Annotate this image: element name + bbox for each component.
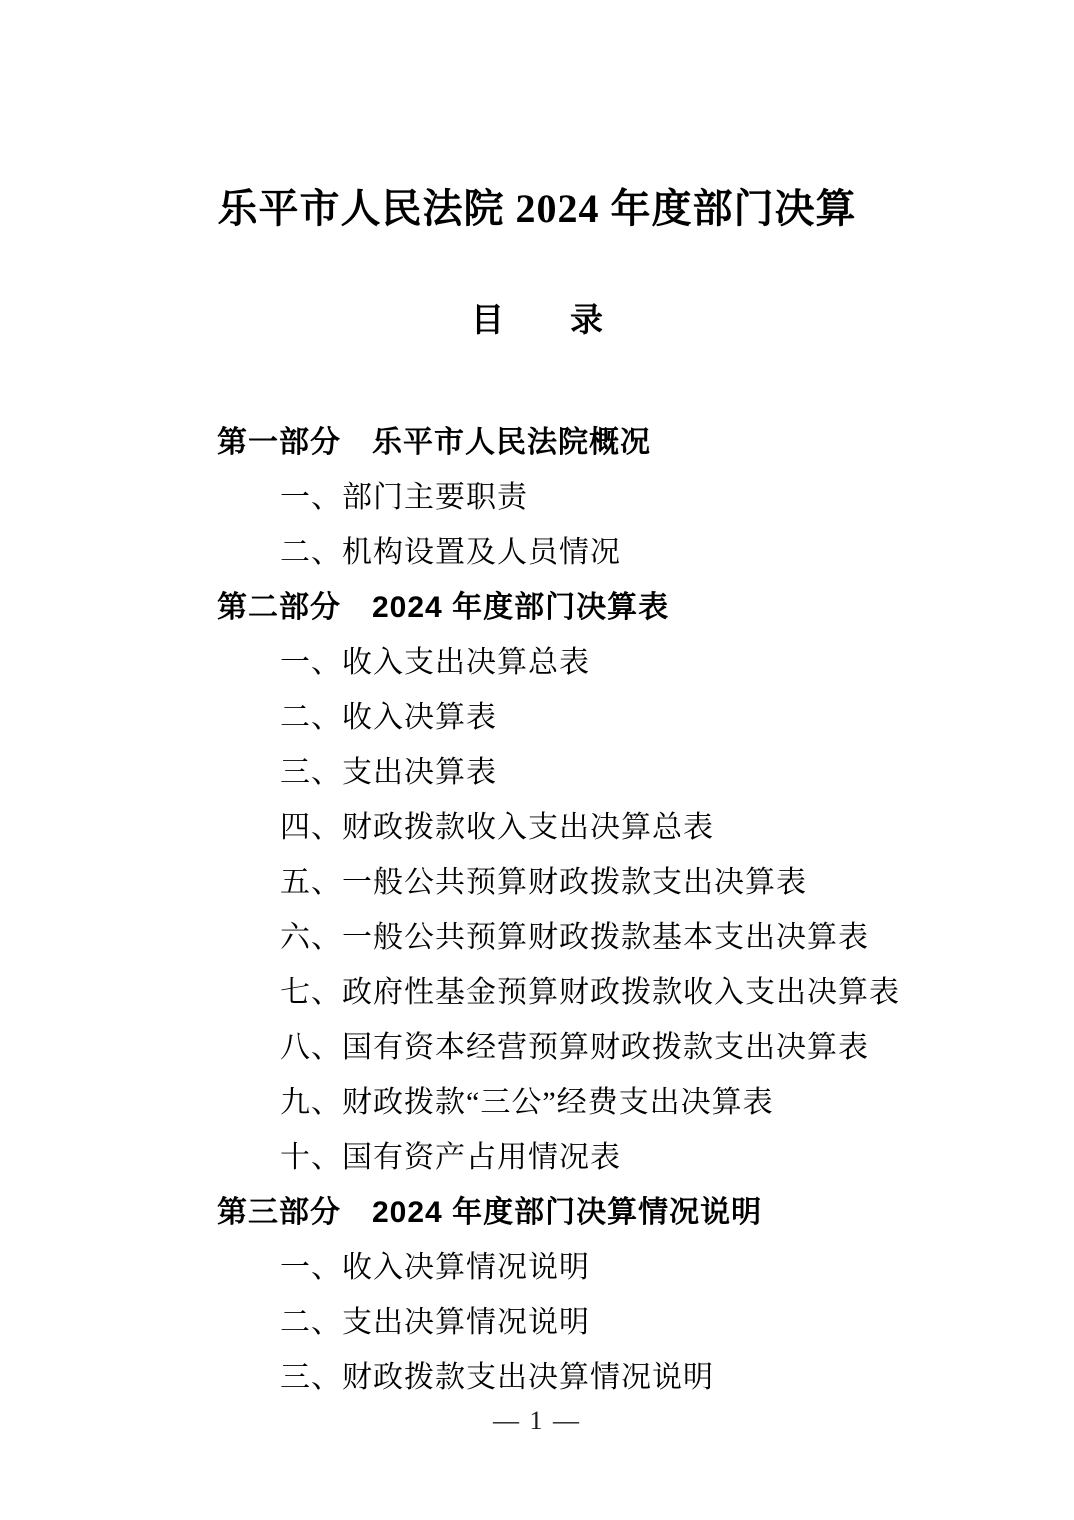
toc-section-heading: 第三部分 2024 年度部门决算情况说明 xyxy=(217,1196,763,1229)
toc-item: 二、支出决算情况说明 xyxy=(280,1306,590,1339)
toc-item: 一、收入支出决算总表 xyxy=(280,646,590,679)
toc-item: 二、收入决算表 xyxy=(280,701,497,734)
toc-item: 七、政府性基金预算财政拨款收入支出决算表 xyxy=(280,976,900,1009)
toc-item: 三、支出决算表 xyxy=(280,756,497,789)
toc-heading: 目 录 xyxy=(471,303,603,339)
toc-item: 三、财政拨款支出决算情况说明 xyxy=(280,1361,714,1394)
toc-item: 一、部门主要职责 xyxy=(280,481,528,514)
toc-item: 八、国有资本经营预算财政拨款支出决算表 xyxy=(280,1031,869,1064)
toc-list xyxy=(0,415,1074,1405)
toc-item: 四、财政拨款收入支出决算总表 xyxy=(280,811,714,844)
toc-section-heading: 第一部分 乐平市人民法院概况 xyxy=(217,426,651,459)
toc-item: 六、一般公共预算财政拨款基本支出决算表 xyxy=(280,921,869,954)
page-number: — 1 — xyxy=(493,1406,581,1435)
toc-item: 十、国有资产占用情况表 xyxy=(280,1141,621,1174)
toc-item: 五、一般公共预算财政拨款支出决算表 xyxy=(280,866,807,899)
document-title: 乐平市人民法院 2024 年度部门决算 xyxy=(217,186,857,231)
toc-section-heading: 第二部分 2024 年度部门决算表 xyxy=(217,591,670,624)
toc-item: 二、机构设置及人员情况 xyxy=(280,536,621,569)
toc-item: 一、收入决算情况说明 xyxy=(280,1251,590,1284)
toc-item: 九、财政拨款“三公”经费支出决算表 xyxy=(280,1086,774,1119)
